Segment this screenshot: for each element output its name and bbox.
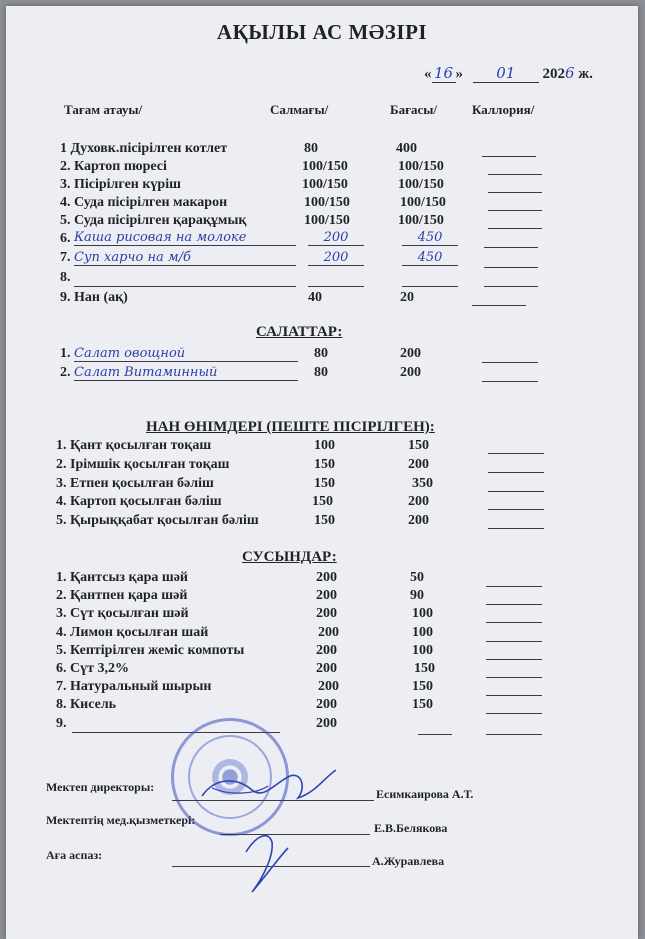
main-item-label: 4. Суда пісірілген макарон [60,195,228,210]
drink-item-label: 2. Қантпен қара шәй [56,588,188,603]
bakery-item-price: 350 [412,476,433,491]
drink-item-label: 7. Натуральный шырын [56,679,212,694]
calorie-blank [488,210,542,211]
handwritten-item-label: Суп харчо на м/б [74,250,296,266]
calorie-blank [486,604,542,605]
handwritten-item-price: 450 [402,230,458,246]
main-item-label: 5. Суда пісірілген қарақұмық [60,213,247,228]
drink-item-weight: 200 [318,679,339,694]
drink-item-price: 50 [410,570,424,585]
drink-item-price: 150 [414,661,435,676]
calorie-blank [486,734,542,735]
calorie-blank [484,247,538,248]
calorie-blank [488,509,544,510]
main-item-price: 20 [400,290,414,305]
main-item-number: 6. [60,231,71,246]
main-item-weight: 100/150 [304,213,350,228]
drink-item-price: 100 [412,625,433,640]
calorie-blank [486,586,542,587]
main-item-price: 100/150 [398,213,444,228]
header-calories: Каллория/ [472,102,535,117]
handwritten-item-weight: 200 [308,250,364,266]
bakery-item-price: 200 [408,494,429,509]
bakery-item-weight: 150 [312,494,333,509]
date-month: 01 [473,64,539,83]
salad-number: 2. [60,365,71,380]
drink-item-label: 6. Сүт 3,2% [56,661,129,676]
signature-role: Мектеп директоры: [46,780,155,794]
salad-weight: 80 [314,365,328,380]
signature-line [172,800,374,801]
main-item-price: 100/150 [400,195,446,210]
drink-item-weight: 200 [316,606,337,621]
calorie-blank [482,362,538,363]
bakery-item-weight: 100 [314,438,335,453]
bakery-item-price: 200 [408,457,429,472]
calorie-blank [488,472,544,473]
menu-sheet [6,6,638,939]
date-open-quote: « [424,66,432,82]
salad-price: 200 [400,346,421,361]
main-item-weight: 100/150 [302,159,348,174]
salad-price: 200 [400,365,421,380]
main-item-weight: 100/150 [302,177,348,192]
date-year-prefix: 202 [542,66,565,82]
bakery-section-title: НАН ӨНІМДЕРІ (ПЕШТЕ ПІСІРІЛГЕН): [146,419,435,435]
bakery-item-label: 2. Ірімшік қосылған тоқаш [56,457,230,472]
drink-item-weight: 200 [316,697,337,712]
main-item-number: 8. [60,270,71,285]
drink-item-price: 150 [412,679,433,694]
drink-item-price: 100 [412,606,433,621]
calorie-blank [486,695,542,696]
empty-price-line [402,286,458,287]
main-item-weight: 100/150 [304,195,350,210]
drink-item-label: 5. Кептірілген жеміс компоты [56,643,245,658]
calorie-blank [488,192,542,193]
drink-item-weight: 200 [316,643,337,658]
bakery-item-label: 4. Картоп қосылған бәліш [56,494,222,509]
main-item-label: 9. Нан (ақ) [60,290,128,305]
calorie-blank [486,677,542,678]
calorie-blank [486,641,542,642]
header-weight: Салмағы/ [270,102,329,117]
header-name: Тағам атауы/ [64,102,143,117]
main-item-label: 2. Картоп пюресі [60,159,167,174]
calorie-blank [488,528,544,529]
calorie-blank [484,267,538,268]
main-item-price: 100/150 [398,159,444,174]
signature-role: Мектептің мед.қызметкері: [46,813,196,827]
date-year-digit: 6 [565,64,575,82]
calorie-blank [488,453,544,454]
calorie-blank [484,286,538,287]
bakery-item-weight: 150 [314,513,335,528]
salad-number: 1. [60,346,71,361]
signature-line [172,866,370,867]
salad-weight: 80 [314,346,328,361]
date-line [424,64,593,83]
calorie-blank [488,491,544,492]
handwritten-salad-label: Салат Витаминный [74,365,298,381]
calorie-blank [488,174,542,175]
bakery-item-weight: 150 [314,457,335,472]
calorie-blank [472,305,526,306]
main-item-price: 400 [396,141,417,156]
calorie-blank [482,156,536,157]
calorie-blank [486,713,542,714]
main-item-label: 1 Духовк.пісірілген котлет [60,141,228,156]
date-close-quote: » [455,66,463,82]
empty-weight-line [308,286,364,287]
bakery-item-price: 200 [408,513,429,528]
bakery-item-label: 3. Етпен қосылған бәліш [56,476,214,491]
handwritten-item-label: Каша рисовая на молоке [74,230,296,246]
bakery-item-price: 150 [408,438,429,453]
header-price: Бағасы/ [390,102,438,117]
drink-item-label: 9. [56,716,67,731]
drink-item-label: 3. Сүт қосылған шәй [56,606,189,621]
signature-name: А.Журавлева [372,854,445,868]
empty-item-line [74,286,296,287]
calorie-blank [488,228,542,229]
handwritten-item-weight: 200 [308,230,364,246]
drink-item-price: 90 [410,588,424,603]
drink-item-label: 8. Кисель [56,697,117,712]
handwritten-item-price: 450 [402,250,458,266]
main-item-number: 7. [60,250,71,265]
main-item-label: 3. Пісірілген күріш [60,177,181,192]
empty-price-line [418,734,452,735]
main-item-price: 100/150 [398,177,444,192]
main-item-weight: 40 [308,290,322,305]
bakery-item-label: 1. Қант қосылған тоқаш [56,438,212,453]
drink-item-label: 1. Қантсыз қара шәй [56,570,188,585]
drink-item-weight: 200 [316,716,337,731]
drink-item-price: 150 [412,697,433,712]
handwritten-salad-label: Салат овощной [74,346,298,362]
bakery-item-label: 5. Қырыққабат қосылған бәліш [56,513,259,528]
page-title: АҚЫЛЫ АС МӘЗІРІ [216,20,428,44]
drink-item-weight: 200 [316,661,337,676]
signature-name: Есимкаирова А.Т. [376,787,474,801]
date-suffix: ж. [578,66,593,82]
bakery-item-weight: 150 [314,476,335,491]
calorie-blank [486,622,542,623]
drinks-section-title: СУСЫНДАР: [242,549,337,565]
drink-item-weight: 200 [318,625,339,640]
drink-item-price: 100 [412,643,433,658]
date-day: 16 [432,64,456,83]
main-item-weight: 80 [304,141,318,156]
drink-item-weight: 200 [316,588,337,603]
calorie-blank [482,381,538,382]
calorie-blank [486,659,542,660]
signature-line [220,834,370,835]
signature-role: Аға аспаз: [46,848,103,862]
salads-section-title: САЛАТТАР: [256,324,343,340]
drink-item-label: 4. Лимон қосылған шай [56,625,209,640]
signature-name: Е.В.Белякова [374,821,448,835]
drink-item-weight: 200 [316,570,337,585]
